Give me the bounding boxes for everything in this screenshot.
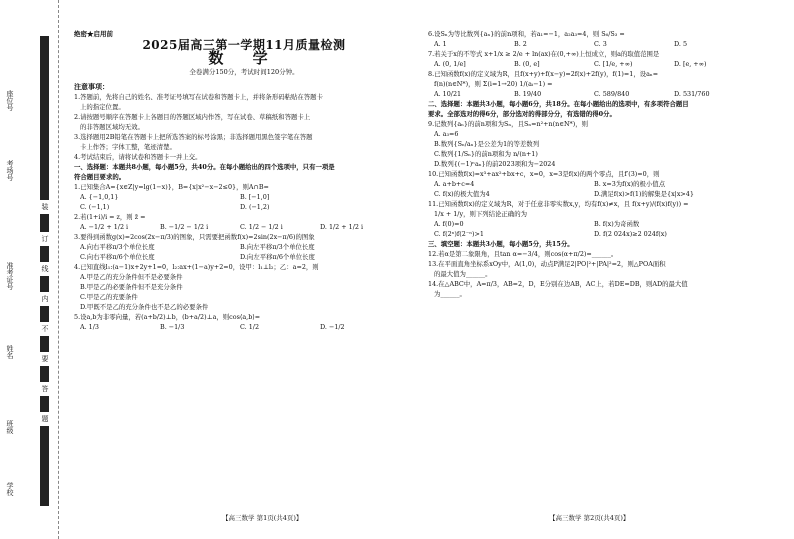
option: C. f(x)的极大值为4 — [434, 190, 490, 198]
section-heading: 三、填空题：本题共3小题，每小题5分，共15分。 — [428, 240, 574, 248]
option: D. 5 — [674, 40, 688, 48]
option-row — [80, 293, 414, 301]
exam-info: 全卷满分150分，考试时间120分钟。 — [189, 68, 299, 77]
option: C.向右平移π/6个单位长度 — [80, 253, 155, 262]
exam-title: 2025届高三第一学期11月质量检测 — [142, 38, 346, 53]
option: D.甲既不是乙的充分条件也不是乙的必要条件 — [80, 303, 209, 312]
option: C. f(2ⁿ)f(2⁻ⁿ)>1 — [434, 230, 484, 238]
question-stem: 4.已知直线l₁:(a−1)x+2y+1=0，l₂:ax+(1−a)y+2=0，设甲：l₁⊥l₂；乙：a=2，则 — [74, 263, 319, 272]
subject-title: 数 学 — [208, 48, 280, 67]
option: A. a₃=6 — [434, 130, 459, 138]
binding-margin — [0, 0, 59, 539]
option-row — [80, 303, 414, 311]
question-stem-cont: f(n)(n∈N*)，则 Σ(i=1→20) 1/(aᵢ−1) = — [434, 80, 553, 88]
option: B. f(x)为奇函数 — [594, 220, 640, 228]
seal-char: 答 — [40, 382, 50, 396]
option-row — [80, 243, 414, 251]
school-label: 学校 — [6, 482, 14, 496]
section-heading: 符合题目要求的。 — [74, 173, 126, 182]
option: D.满足f(x)>f(1)的解集是{x|x>4} — [594, 190, 694, 198]
option: A.向右平移π/3个单位长度 — [80, 243, 155, 252]
option: C. (−1,1) — [80, 203, 110, 212]
option: D. (−1,2) — [240, 203, 270, 212]
question-stem: 3.要得到函数g(x)=2cos(2x−π/3)的图象，只需要把函数f(x)=2sin(2x−π/6)的图象 — [74, 233, 315, 242]
notice-heading: 注意事项： — [74, 81, 109, 91]
option: A. 1 — [434, 40, 447, 48]
question-stem: 9.记数列{aₙ}的前n项和为Sₙ，且Sₙ=n²+n(n∈N*)，则 — [428, 120, 589, 128]
section-heading: 要求。全部选对的得6分，部分选对的得部分分，有选错的得0分。 — [428, 110, 616, 118]
option-row — [434, 150, 768, 158]
option: D. f(2 024x)≥2 024f(x) — [594, 230, 667, 238]
seal-char: 不 — [40, 322, 50, 336]
option: D.向左平移π/6个单位长度 — [240, 253, 315, 262]
option: B.数列{Sₙ/aₙ}是公差为1的等差数列 — [434, 140, 540, 148]
option: D. 531/760 — [674, 90, 710, 98]
option: B. x=3为f(x)的极小值点 — [594, 180, 666, 188]
option-row — [80, 283, 414, 291]
section-heading: 一、选择题：本题共8小题，每小题5分，共40分。在每小题给出的四个选项中，只有一项是 — [74, 163, 335, 172]
option: D. 1/2 + 1/2 i — [320, 223, 364, 232]
name-label: 姓名 — [6, 345, 14, 359]
page-footer-right: 【高三数学 第2页(共4页)】 — [549, 514, 630, 522]
option: C. [1/e, +∞) — [594, 60, 633, 68]
ticket-number-label: 准考证号 — [6, 262, 14, 290]
option: B. (0, e] — [514, 60, 540, 68]
option-row — [80, 253, 414, 261]
option: A. (0, 1/e] — [434, 60, 466, 68]
option: B.向左平移π/3个单位长度 — [240, 243, 315, 252]
question-stem: 14.在△ABC中，A=π/3，AB=2，D，E分别在边AB，AC上，若DE=DB，则AD的最大值 — [428, 280, 688, 288]
option: A. f(0)=0 — [434, 220, 464, 228]
seal-char: 要 — [40, 352, 50, 366]
option: B.甲是乙的必要条件但不是充分条件 — [80, 283, 183, 292]
question-stem: 6.设Sₙ为等比数列{aₙ}的前n项和，若a₁=−1，a₂a₃=4，则 S₆/S₃ = — [428, 30, 625, 38]
option-row — [434, 60, 768, 68]
option: C. 1/2 − 1/2 i — [240, 223, 283, 232]
seal-char: 订 — [40, 232, 50, 246]
option: A. a+b+c=4 — [434, 180, 475, 188]
option-row — [434, 160, 768, 168]
question-stem: 10.已知函数f(x)=x³+ax²+bx+c，x=0，x=3是f(x)的两个零点，且f′(3)=0，则 — [428, 170, 660, 178]
option-row — [434, 90, 768, 98]
seal-char: 题 — [40, 412, 50, 426]
question-stem: 7.若关于x的不等式 x+1/x ≥ 2/e + ln(ax)在(0,+∞)上恒成立，则a的取值范围是 — [428, 50, 660, 58]
question-stem: 11.已知函数f(x)的定义域为R，对于任意非零实数x,y，均有f(x)≠x，且 f(x+y)/(f(x)f(y)) = — [428, 200, 689, 208]
option: A.甲是乙的充分条件但不是必要条件 — [80, 273, 183, 282]
option-row — [80, 273, 414, 281]
option: B. 2 — [514, 40, 527, 48]
confidential-mark: 绝密★启用前 — [74, 30, 113, 38]
option: B. −1/3 — [160, 323, 185, 332]
option-row — [434, 220, 768, 228]
option-row — [80, 193, 414, 201]
option-row — [80, 203, 414, 211]
seal-char: 线 — [40, 262, 50, 276]
right-column — [428, 30, 768, 300]
question-stem-cont: 的最大值为______。 — [434, 270, 492, 278]
page-footer-left: 【高三数学 第1页(共4页)】 — [222, 514, 303, 522]
option: A. 10/21 — [434, 90, 462, 98]
option: A. {−1,0,1} — [80, 193, 119, 202]
option: B. 19/40 — [514, 90, 542, 98]
option: B. [−1,0] — [240, 193, 270, 202]
option-row — [80, 223, 414, 231]
option: C. 589/840 — [594, 90, 630, 98]
option: C.数列{1/Sₙ}的前n项和为 n/(n+1) — [434, 150, 538, 158]
option-row — [434, 140, 768, 148]
option-row — [434, 230, 768, 238]
option-row — [434, 190, 768, 198]
option: C. 3 — [594, 40, 607, 48]
notice-line: 上的指定位置。 — [80, 103, 125, 112]
option: D.数列{(−1)ⁿaₙ}的前2023项和为−2024 — [434, 160, 556, 168]
question-stem: 5.设a,b为非零向量，若(a+b/2)⊥b，(b+a/2)⊥a，则cos⟨a,b⟩= — [74, 313, 261, 322]
seal-char: 内 — [40, 292, 50, 306]
question-stem-cont: 1/x + 1/y，则下列结论正确的为 — [434, 210, 527, 218]
seal-char: 装 — [40, 200, 50, 214]
option: C.甲是乙的充要条件 — [80, 293, 138, 302]
option-row — [434, 130, 768, 138]
question-stem: 13.在平面直角坐标系xOy中，A(1,0)，动点P满足2|PO|²+|PA|²=2，则△POA面积 — [428, 260, 666, 268]
option: C. 1/2 — [240, 323, 260, 332]
notice-line: 的非答题区域均无效。 — [80, 123, 144, 132]
notice-line: 卡上作答；字体工整，笔迹清楚。 — [80, 143, 176, 152]
question-stem: 8.已知函数f(x)的定义域为R，且f(x+y)+f(x−y)=2f(x)+2f(y)，f(1)=1，设aₙ= — [428, 70, 659, 78]
notice-line: 4.考试结束后，请将试卷和答题卡一并上交。 — [74, 153, 202, 162]
section-heading: 二、选择题：本题共3小题，每小题6分，共18分。在每小题给出的选项中，有多项符合题目 — [428, 100, 689, 108]
notice-line: 1.答题前，先将自己的姓名、准考证号填写在试卷和答题卡上，并将条形码粘贴在答题卡 — [74, 93, 323, 102]
option: B. −1/2 − 1/2 i — [160, 223, 209, 232]
class-label: 班级 — [6, 420, 14, 434]
seat-number-label: 座位号 — [6, 90, 14, 111]
option: D. [e, +∞) — [674, 60, 707, 68]
question-stem: 1.已知集合A={x∈Z|y=lg(1−x)}，B={x|x²−x−2≤0}，则A∩B= — [74, 183, 269, 192]
question-stem: 12.若α是第二象限角，且tan α=−3/4，则cos(α+π/2)=______。 — [428, 250, 618, 258]
notice-line: 2.请按题号顺序在答题卡上各题目的答题区域内作答，写在试卷、草稿纸和答题卡上 — [74, 113, 311, 122]
question-stem: 2.若(1+i)/i = z，则 z̄ = — [74, 213, 146, 222]
notice-line: 3.选择题用2B铅笔在答题卡上把所选答案的标号涂黑；非选择题用黑色签字笔在答题 — [74, 133, 313, 142]
option: A. 1/3 — [80, 323, 99, 332]
option-row — [80, 323, 414, 331]
exam-room-label: 考场号 — [6, 160, 14, 181]
left-column — [74, 30, 414, 333]
option-row — [434, 180, 768, 188]
question-stem-cont: 为______。 — [434, 290, 466, 298]
option-row — [434, 40, 768, 48]
option: A. −1/2 + 1/2 i — [80, 223, 129, 232]
option: D. −1/2 — [320, 323, 345, 332]
